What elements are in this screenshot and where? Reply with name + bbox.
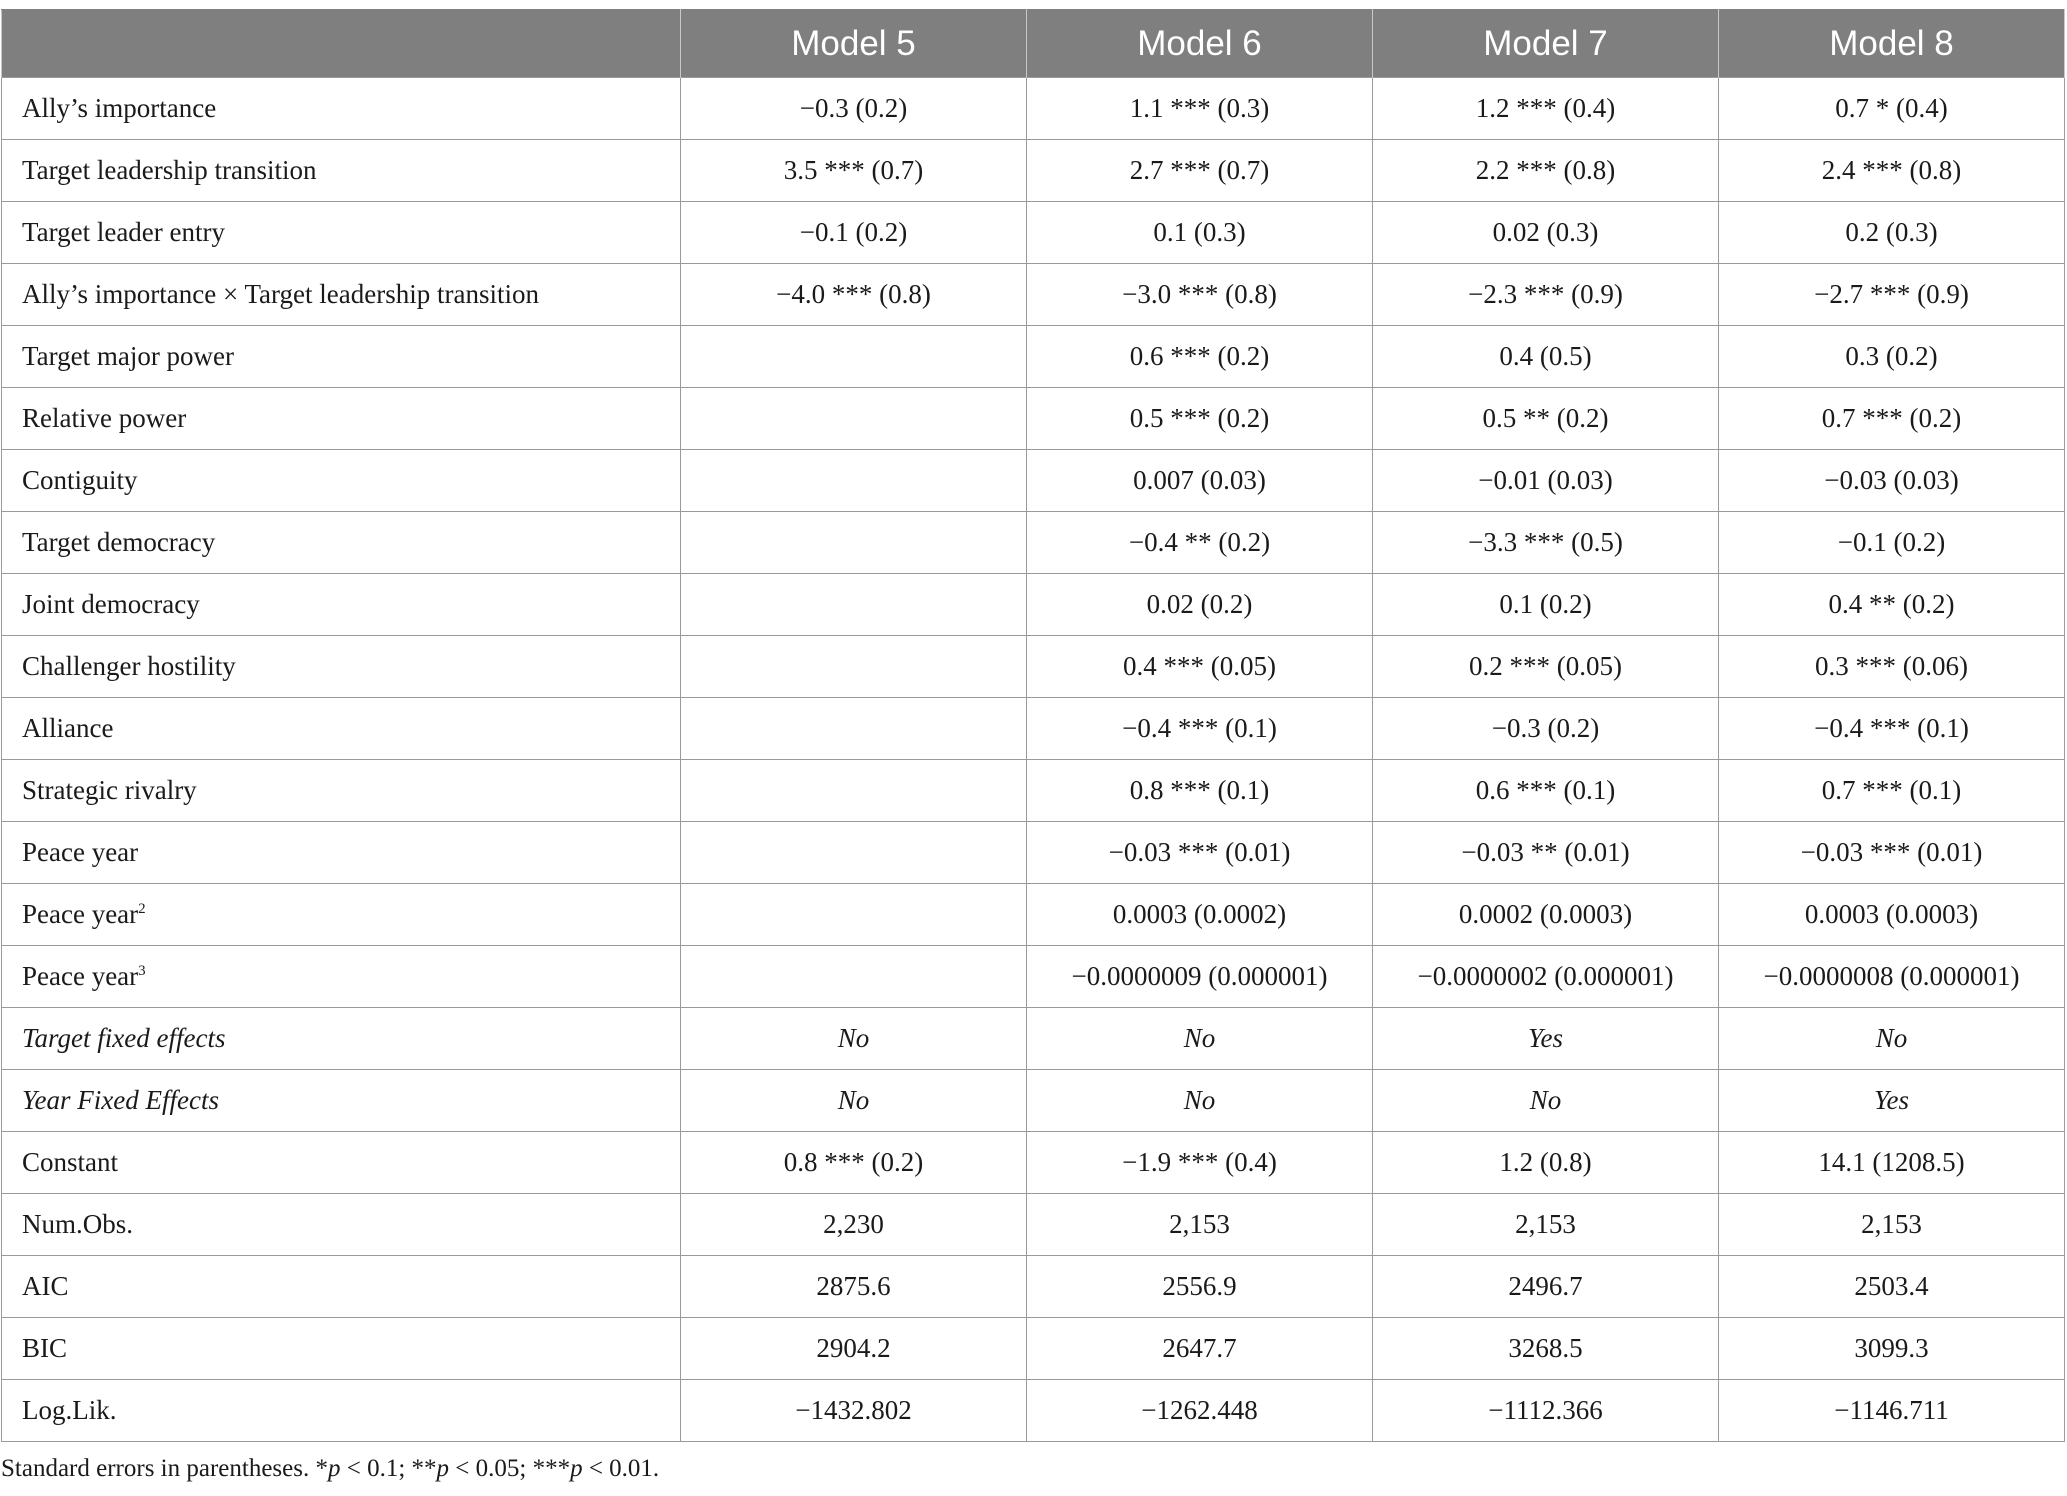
cell-model-8: −0.03 (0.03) bbox=[1719, 450, 2065, 512]
row-label bbox=[2, 388, 681, 450]
cell-model-6: 0.0003 (0.0002) bbox=[1027, 884, 1373, 946]
cell-model-8: 0.3 *** (0.06) bbox=[1719, 636, 2065, 698]
table-row bbox=[2, 1008, 2065, 1070]
cell-model-7: −2.3 *** (0.9) bbox=[1373, 264, 1719, 326]
cell-model-7: 1.2 *** (0.4) bbox=[1373, 78, 1719, 140]
table-row bbox=[2, 264, 2065, 326]
table-row bbox=[2, 946, 2065, 1008]
cell-model-6: 0.4 *** (0.05) bbox=[1027, 636, 1373, 698]
cell-model-5: No bbox=[681, 1070, 1027, 1132]
cell-model-7: Yes bbox=[1373, 1008, 1719, 1070]
row-label-text: Peace year bbox=[22, 961, 139, 991]
cell-model-7: 1.2 (0.8) bbox=[1373, 1132, 1719, 1194]
row-label-text: Target democracy bbox=[22, 527, 216, 557]
cell-model-8: −2.7 *** (0.9) bbox=[1719, 264, 2065, 326]
header-row bbox=[2, 10, 2065, 78]
cell-model-8: −0.0000008 (0.000001) bbox=[1719, 946, 2065, 1008]
cell-model-7: −0.0000002 (0.000001) bbox=[1373, 946, 1719, 1008]
row-label-text: Log.Lik. bbox=[22, 1395, 117, 1425]
row-label-text: Alliance bbox=[22, 713, 114, 743]
cell-model-7: −1112.366 bbox=[1373, 1380, 1719, 1442]
footnote-threshold: < 0.1; ** bbox=[340, 1455, 437, 1482]
row-label bbox=[2, 946, 681, 1008]
header-blank bbox=[2, 10, 681, 78]
row-label-superscript: 2 bbox=[138, 901, 146, 917]
row-label-text: Challenger hostility bbox=[22, 651, 236, 681]
cell-model-7: 2.2 *** (0.8) bbox=[1373, 140, 1719, 202]
cell-model-6: 0.1 (0.3) bbox=[1027, 202, 1373, 264]
cell-model-8: 2,153 bbox=[1719, 1194, 2065, 1256]
cell-model-7: −0.01 (0.03) bbox=[1373, 450, 1719, 512]
cell-model-8: No bbox=[1719, 1008, 2065, 1070]
row-label-text: BIC bbox=[22, 1333, 68, 1363]
cell-model-5 bbox=[681, 326, 1027, 388]
footnote-p-symbol: p bbox=[327, 1455, 341, 1482]
cell-model-7: 3268.5 bbox=[1373, 1318, 1719, 1380]
table-row bbox=[2, 450, 2065, 512]
footnote-p-symbol: p bbox=[570, 1455, 583, 1482]
row-label-text: Year Fixed Effects bbox=[22, 1085, 219, 1115]
footnote-p-symbol: p bbox=[436, 1455, 450, 1482]
table-row bbox=[2, 760, 2065, 822]
cell-model-8: 3099.3 bbox=[1719, 1318, 2065, 1380]
cell-model-8: 0.7 *** (0.1) bbox=[1719, 760, 2065, 822]
regression-table-container bbox=[0, 9, 2067, 1483]
cell-model-5 bbox=[681, 698, 1027, 760]
cell-model-6: 0.02 (0.2) bbox=[1027, 574, 1373, 636]
cell-model-8: −0.03 *** (0.01) bbox=[1719, 822, 2065, 884]
row-label bbox=[2, 78, 681, 140]
cell-model-8: 0.4 ** (0.2) bbox=[1719, 574, 2065, 636]
table-row bbox=[2, 1070, 2065, 1132]
footnote-threshold: < 0.05; *** bbox=[449, 1455, 571, 1482]
table-row bbox=[2, 636, 2065, 698]
cell-model-6: −1262.448 bbox=[1027, 1380, 1373, 1442]
row-label bbox=[2, 1070, 681, 1132]
cell-model-6: No bbox=[1027, 1070, 1373, 1132]
cell-model-6: No bbox=[1027, 1008, 1373, 1070]
row-label-text: AIC bbox=[22, 1271, 69, 1301]
cell-model-5 bbox=[681, 636, 1027, 698]
cell-model-8: Yes bbox=[1719, 1070, 2065, 1132]
header-model-6: Model 6 bbox=[1027, 10, 1373, 78]
table-row bbox=[2, 1256, 2065, 1318]
cell-model-8: 0.2 (0.3) bbox=[1719, 202, 2065, 264]
cell-model-8: −0.1 (0.2) bbox=[1719, 512, 2065, 574]
cell-model-7: 0.02 (0.3) bbox=[1373, 202, 1719, 264]
row-label-text: Num.Obs. bbox=[22, 1209, 134, 1239]
row-label bbox=[2, 140, 681, 202]
table-row bbox=[2, 140, 2065, 202]
cell-model-5 bbox=[681, 512, 1027, 574]
cell-model-6: −3.0 *** (0.8) bbox=[1027, 264, 1373, 326]
table-row bbox=[2, 512, 2065, 574]
table-row bbox=[2, 202, 2065, 264]
table-footnote bbox=[1, 1455, 2067, 1483]
cell-model-6: 0.6 *** (0.2) bbox=[1027, 326, 1373, 388]
cell-model-6: 1.1 *** (0.3) bbox=[1027, 78, 1373, 140]
row-label-superscript: 3 bbox=[138, 963, 146, 979]
table-row bbox=[2, 388, 2065, 450]
cell-model-7: 0.4 (0.5) bbox=[1373, 326, 1719, 388]
row-label bbox=[2, 698, 681, 760]
cell-model-5 bbox=[681, 760, 1027, 822]
row-label bbox=[2, 512, 681, 574]
row-label bbox=[2, 1380, 681, 1442]
cell-model-5: 0.8 *** (0.2) bbox=[681, 1132, 1027, 1194]
row-label bbox=[2, 1318, 681, 1380]
header-model-7: Model 7 bbox=[1373, 10, 1719, 78]
cell-model-7: 0.1 (0.2) bbox=[1373, 574, 1719, 636]
cell-model-6: 0.8 *** (0.1) bbox=[1027, 760, 1373, 822]
table-row bbox=[2, 326, 2065, 388]
cell-model-7: 2496.7 bbox=[1373, 1256, 1719, 1318]
cell-model-5 bbox=[681, 450, 1027, 512]
cell-model-8: −0.4 *** (0.1) bbox=[1719, 698, 2065, 760]
row-label bbox=[2, 1008, 681, 1070]
cell-model-7: 0.2 *** (0.05) bbox=[1373, 636, 1719, 698]
table-row bbox=[2, 698, 2065, 760]
table-row bbox=[2, 822, 2065, 884]
row-label bbox=[2, 450, 681, 512]
table-body bbox=[2, 78, 2065, 1442]
cell-model-6: −0.03 *** (0.01) bbox=[1027, 822, 1373, 884]
row-label-text: Target fixed effects bbox=[22, 1023, 226, 1053]
cell-model-6: 2,153 bbox=[1027, 1194, 1373, 1256]
cell-model-8: 0.3 (0.2) bbox=[1719, 326, 2065, 388]
cell-model-6: 2556.9 bbox=[1027, 1256, 1373, 1318]
cell-model-6: 0.007 (0.03) bbox=[1027, 450, 1373, 512]
row-label bbox=[2, 1194, 681, 1256]
row-label-text: Constant bbox=[22, 1147, 119, 1177]
row-label bbox=[2, 884, 681, 946]
row-label bbox=[2, 1132, 681, 1194]
cell-model-5 bbox=[681, 388, 1027, 450]
cell-model-5: 2904.2 bbox=[681, 1318, 1027, 1380]
cell-model-5: −0.1 (0.2) bbox=[681, 202, 1027, 264]
cell-model-7: −0.3 (0.2) bbox=[1373, 698, 1719, 760]
cell-model-5: −4.0 *** (0.8) bbox=[681, 264, 1027, 326]
row-label-text: Strategic rivalry bbox=[22, 775, 197, 805]
cell-model-5 bbox=[681, 884, 1027, 946]
row-label-text: Target leadership transition bbox=[22, 155, 317, 185]
table-row bbox=[2, 884, 2065, 946]
cell-model-8: 0.7 *** (0.2) bbox=[1719, 388, 2065, 450]
cell-model-6: 2.7 *** (0.7) bbox=[1027, 140, 1373, 202]
cell-model-8: −1146.711 bbox=[1719, 1380, 2065, 1442]
cell-model-6: −0.0000009 (0.000001) bbox=[1027, 946, 1373, 1008]
row-label-text: Contiguity bbox=[22, 465, 138, 495]
header-model-8: Model 8 bbox=[1719, 10, 2065, 78]
row-label-text: Joint democracy bbox=[22, 589, 200, 619]
footnote-threshold: < 0.01. bbox=[582, 1455, 660, 1482]
cell-model-8: 2503.4 bbox=[1719, 1256, 2065, 1318]
cell-model-5: 2,230 bbox=[681, 1194, 1027, 1256]
cell-model-7: 0.5 ** (0.2) bbox=[1373, 388, 1719, 450]
cell-model-6: 2647.7 bbox=[1027, 1318, 1373, 1380]
row-label bbox=[2, 822, 681, 884]
row-label bbox=[2, 760, 681, 822]
row-label bbox=[2, 574, 681, 636]
cell-model-5: 2875.6 bbox=[681, 1256, 1027, 1318]
table-row bbox=[2, 574, 2065, 636]
cell-model-5 bbox=[681, 822, 1027, 884]
cell-model-7: 0.6 *** (0.1) bbox=[1373, 760, 1719, 822]
row-label-text: Ally’s importance × Target leadership transition bbox=[22, 279, 539, 309]
cell-model-7: −3.3 *** (0.5) bbox=[1373, 512, 1719, 574]
table-row bbox=[2, 1380, 2065, 1442]
row-label-text: Ally’s importance bbox=[22, 93, 217, 123]
cell-model-5: No bbox=[681, 1008, 1027, 1070]
row-label bbox=[2, 1256, 681, 1318]
cell-model-5: −0.3 (0.2) bbox=[681, 78, 1027, 140]
table-header bbox=[2, 10, 2065, 78]
table-row bbox=[2, 1132, 2065, 1194]
cell-model-8: 14.1 (1208.5) bbox=[1719, 1132, 2065, 1194]
cell-model-5: 3.5 *** (0.7) bbox=[681, 140, 1027, 202]
row-label bbox=[2, 202, 681, 264]
cell-model-6: −0.4 ** (0.2) bbox=[1027, 512, 1373, 574]
cell-model-8: 0.7 * (0.4) bbox=[1719, 78, 2065, 140]
cell-model-7: −0.03 ** (0.01) bbox=[1373, 822, 1719, 884]
cell-model-6: −1.9 *** (0.4) bbox=[1027, 1132, 1373, 1194]
cell-model-8: 0.0003 (0.0003) bbox=[1719, 884, 2065, 946]
cell-model-7: No bbox=[1373, 1070, 1719, 1132]
row-label-text: Target leader entry bbox=[22, 217, 226, 247]
cell-model-5: −1432.802 bbox=[681, 1380, 1027, 1442]
cell-model-7: 2,153 bbox=[1373, 1194, 1719, 1256]
row-label-text: Relative power bbox=[22, 403, 187, 433]
cell-model-6: 0.5 *** (0.2) bbox=[1027, 388, 1373, 450]
footnote-prefix: Standard errors in parentheses. * bbox=[1, 1455, 328, 1482]
table-row bbox=[2, 78, 2065, 140]
row-label-text: Peace year bbox=[22, 899, 139, 929]
table-row bbox=[2, 1318, 2065, 1380]
row-label bbox=[2, 264, 681, 326]
cell-model-7: 0.0002 (0.0003) bbox=[1373, 884, 1719, 946]
row-label bbox=[2, 636, 681, 698]
cell-model-6: −0.4 *** (0.1) bbox=[1027, 698, 1373, 760]
row-label-text: Peace year bbox=[22, 837, 139, 867]
row-label-text: Target major power bbox=[22, 341, 235, 371]
row-label bbox=[2, 326, 681, 388]
regression-table bbox=[1, 9, 2065, 1442]
cell-model-8: 2.4 *** (0.8) bbox=[1719, 140, 2065, 202]
cell-model-5 bbox=[681, 946, 1027, 1008]
table-row bbox=[2, 1194, 2065, 1256]
header-model-5: Model 5 bbox=[681, 10, 1027, 78]
cell-model-5 bbox=[681, 574, 1027, 636]
